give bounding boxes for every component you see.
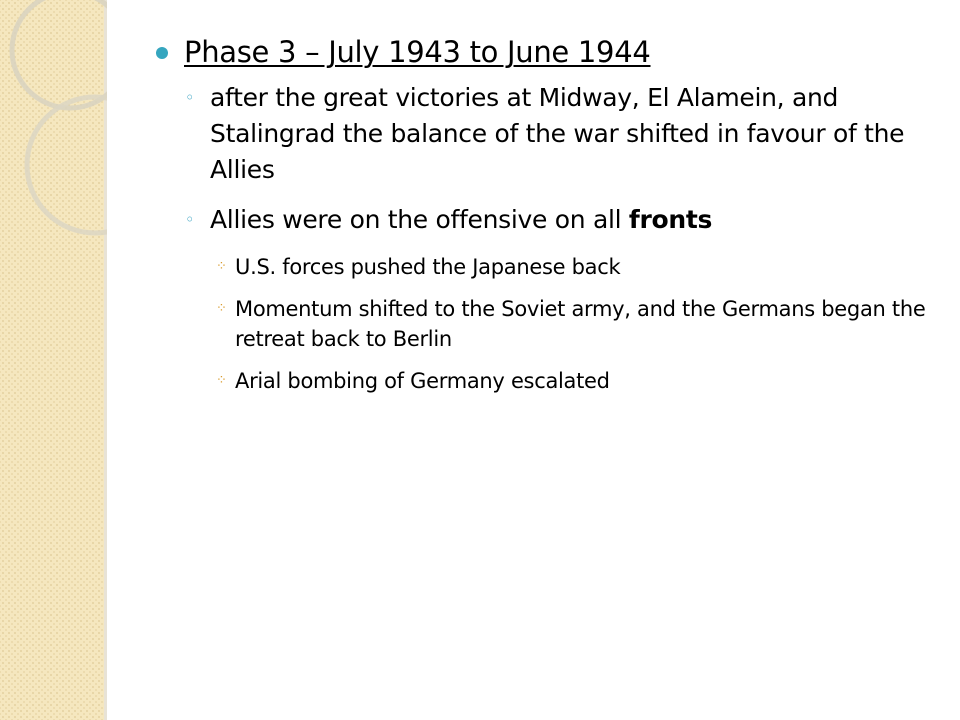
- subpoint-text: Arial bombing of Germany escalated: [235, 369, 610, 393]
- slide-content: [150, 30, 940, 408]
- level3-item: [150, 252, 940, 282]
- dot-bullet-icon: ⁘: [216, 373, 227, 388]
- level3-item: [150, 294, 940, 354]
- slide-heading: Phase 3 – July 1943 to June 1944: [184, 35, 651, 69]
- point-bold-text: fronts: [628, 205, 713, 234]
- decorative-rings-icon: [0, 0, 107, 260]
- level2-item: [150, 80, 940, 188]
- dot-bullet-icon: ⁘: [216, 301, 227, 316]
- level3-item: [150, 366, 940, 396]
- level1-item: [150, 30, 940, 74]
- point-text: after the great victories at Midway, El Alamein, and Stalingrad the balance of the war shifted in favour of the Allies: [210, 83, 905, 184]
- point-text: Allies were on the offensive on all: [210, 205, 629, 234]
- filled-circle-icon: [156, 47, 168, 59]
- subpoint-text: Momentum shifted to the Soviet army, and the Germans began the retreat back to Berlin: [235, 297, 926, 351]
- subpoint-text: U.S. forces pushed the Japanese back: [235, 255, 621, 279]
- hollow-ring-icon: ◦: [185, 210, 195, 229]
- hollow-ring-icon: ◦: [185, 88, 195, 107]
- level2-item: [150, 202, 940, 238]
- dot-bullet-icon: ⁘: [216, 259, 227, 274]
